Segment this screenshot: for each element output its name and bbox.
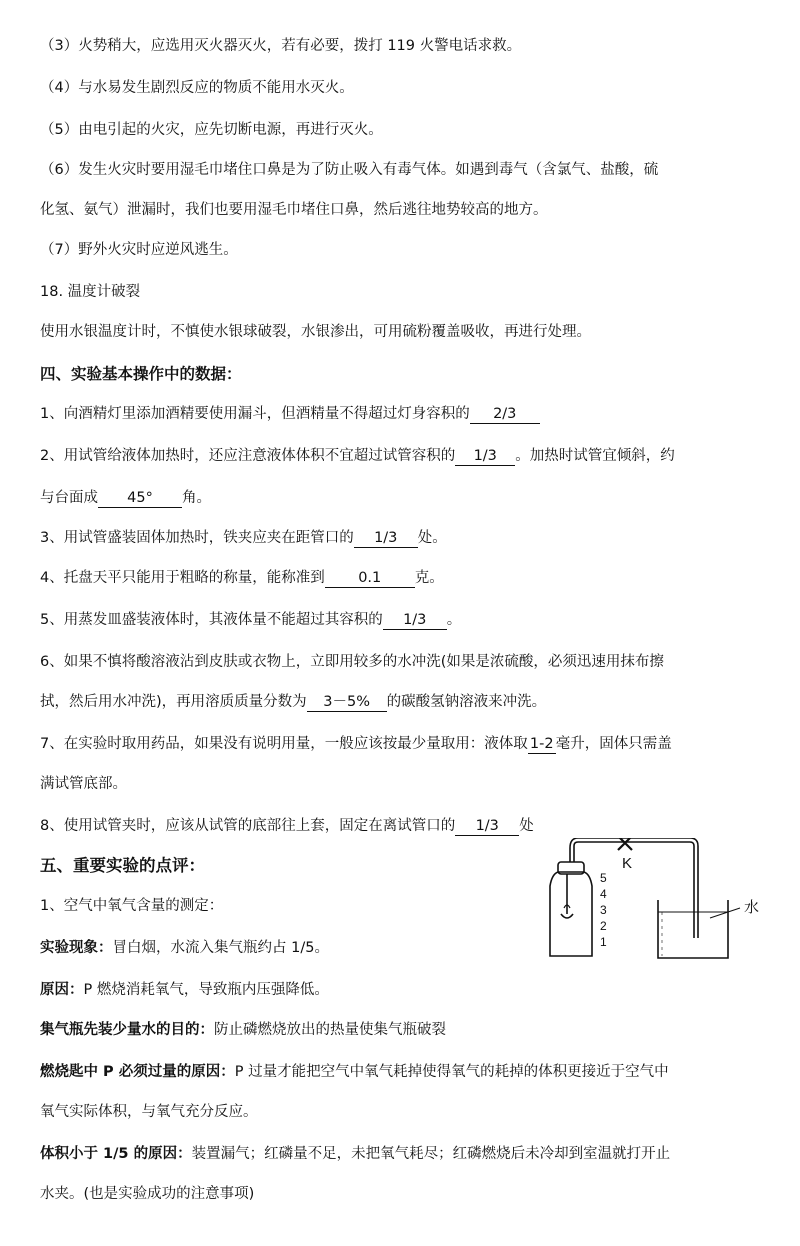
data-item-6-line2 bbox=[40, 692, 774, 712]
fire-item-6-line2: 化氢、氨气）泄漏时，我们也要用湿毛巾堵住口鼻，然后逃往地势较高的地方。 bbox=[40, 202, 548, 218]
water-purpose-text: 防止磷燃烧放出的热量使集气瓶破裂 bbox=[214, 1022, 446, 1038]
data-item-2-cont bbox=[40, 488, 774, 508]
fire-item-4: （4）与水易发生剧烈反应的物质不能用水灭火。 bbox=[40, 80, 354, 96]
scale-mark-5: 5 bbox=[600, 871, 607, 885]
data-item-6-line1: 6、如果不慎将酸溶液沾到皮肤或衣物上，立即用较多的水冲洗(如果是浓硫酸，必须迅速用抹布擦 bbox=[40, 654, 664, 670]
data-item-1-answer: 2/3 bbox=[470, 406, 540, 424]
scale-mark-1: 1 bbox=[600, 935, 607, 949]
data-item-2-answer: 1/3 bbox=[455, 448, 515, 466]
data-item-6-text: 拭，然后用水冲洗)，再用溶质质量分数为 bbox=[40, 694, 307, 710]
data-item-1-text: 1、向酒精灯里添加酒精要使用漏斗，但酒精量不得超过灯身容积的 bbox=[40, 406, 470, 422]
data-item-5-text: 5、用蒸发皿盛装液体时，其液体量不能超过其容积的 bbox=[40, 612, 383, 628]
data-item-3-answer: 1/3 bbox=[354, 530, 418, 548]
beaker bbox=[658, 900, 728, 958]
clamp-k-icon bbox=[618, 838, 632, 850]
volume-less-line1 bbox=[40, 1144, 774, 1164]
data-item-3 bbox=[40, 528, 774, 548]
data-item-2-text: 2、用试管给液体加热时，还应注意液体体积不宜超过试管容积的 bbox=[40, 448, 456, 464]
scale-mark-2: 2 bbox=[600, 919, 607, 933]
clamp-label: K bbox=[622, 855, 633, 872]
data-item-4-text-after: 克。 bbox=[414, 570, 444, 586]
data-item-2-cont-after: 角。 bbox=[182, 490, 211, 506]
excess-p-label: 燃烧匙中 P 必须过量的原因： bbox=[40, 1064, 235, 1080]
section-4-heading: 四、实验基本操作中的数据： bbox=[40, 365, 242, 383]
data-item-4-text: 4、托盘天平只能用于粗略的称量，能称准到 bbox=[40, 570, 325, 586]
data-item-7-text: 7、在实验时取用药品，如果没有说明用量，一般应该按最少量取用：液体取 bbox=[40, 736, 528, 752]
data-item-6-answer: 3－5% bbox=[307, 694, 387, 712]
data-item-8 bbox=[40, 816, 774, 836]
gas-bottle bbox=[550, 872, 592, 956]
combustion-spoon bbox=[561, 914, 573, 918]
water-purpose-line bbox=[40, 1020, 774, 1040]
water-label: 水 bbox=[744, 899, 760, 916]
data-item-8-text-after: 处 bbox=[519, 818, 534, 834]
volume-less-line2: 水夹。(也是实验成功的注意事项) bbox=[40, 1186, 255, 1202]
data-item-8-answer: 1/3 bbox=[455, 818, 519, 836]
data-item-4-answer: 0.1 bbox=[325, 570, 415, 588]
thermometer-text: 使用水银温度计时，不慎使水银球破裂，水银渗出，可用硫粉覆盖吸收，再进行处理。 bbox=[40, 324, 591, 340]
excess-p-text: P 过量才能把空气中氧气耗掉使得氧气的耗掉的体积更接近于空气中 bbox=[234, 1064, 669, 1080]
fire-item-7: （7）野外火灾时应逆风逃生。 bbox=[40, 242, 238, 258]
experiment-1-title: 1、空气中氧气含量的测定： bbox=[40, 898, 224, 914]
data-item-5-text-after: 。 bbox=[446, 612, 462, 628]
data-item-2 bbox=[40, 446, 774, 466]
data-item-5 bbox=[40, 610, 774, 630]
reason-text: P 燃烧消耗氧气，导致瓶内压强降低。 bbox=[83, 982, 329, 998]
data-item-7-line2: 满试管底部。 bbox=[40, 776, 127, 792]
data-item-6-text-after: 的碳酸氢钠溶液来冲洗。 bbox=[386, 694, 547, 710]
data-item-3-text: 3、用试管盛装固体加热时，铁夹应夹在距管口的 bbox=[40, 530, 354, 546]
scale-mark-3: 3 bbox=[600, 903, 607, 917]
data-item-7-line1 bbox=[40, 734, 774, 754]
thermometer-title: 18. 温度计破裂 bbox=[40, 284, 141, 300]
scale-mark-4: 4 bbox=[600, 887, 607, 901]
data-item-5-answer: 1/3 bbox=[383, 612, 447, 630]
excess-p-line1 bbox=[40, 1062, 774, 1082]
reason-line bbox=[40, 980, 774, 1000]
excess-p-line2: 氧气实际体积，与氧气充分反应。 bbox=[40, 1104, 258, 1120]
volume-less-text: 装置漏气；红磷量不足，未把氧气耗尽；红磷燃烧后未冷却到室温就打开止 bbox=[191, 1146, 671, 1162]
phenomenon-text: 冒白烟，水流入集气瓶约占 1/5。 bbox=[112, 940, 329, 956]
water-purpose-label: 集气瓶先装少量水的目的： bbox=[40, 1022, 214, 1038]
data-item-4 bbox=[40, 568, 774, 588]
fire-item-3: （3）火势稍大，应选用灭火器灭火，若有必要，拨打 119 火警电话求救。 bbox=[40, 38, 522, 54]
data-item-7-text-after: 毫升，固体只需盖 bbox=[555, 736, 672, 752]
data-item-2-text-after: 。加热时试管宜倾斜，约 bbox=[515, 448, 675, 464]
data-item-8-text: 8、使用试管夹时，应该从试管的底部往上套，固定在离试管口的 bbox=[40, 818, 456, 834]
data-item-2-angle-answer: 45° bbox=[98, 490, 182, 508]
phenomenon-label: 实验现象： bbox=[40, 940, 113, 956]
data-item-7-answer: 1-2 bbox=[528, 736, 556, 754]
data-item-3-text-after: 处。 bbox=[417, 530, 447, 546]
apparatus-diagram bbox=[540, 838, 786, 966]
volume-less-label: 体积小于 1/5 的原因： bbox=[40, 1146, 192, 1162]
reason-label: 原因： bbox=[40, 982, 84, 998]
data-item-2-cont-text: 与台面成 bbox=[40, 490, 98, 506]
fire-item-6-line1: （6）发生火灾时要用湿毛巾堵住口鼻是为了防止吸入有毒气体。如遇到毒气（含氯气、盐酸，硫 bbox=[40, 162, 659, 178]
data-item-1 bbox=[40, 404, 774, 424]
fire-item-5: （5）由电引起的火灾，应先切断电源，再进行灭火。 bbox=[40, 122, 383, 138]
section-5-heading: 五、重要实验的点评： bbox=[40, 856, 205, 875]
